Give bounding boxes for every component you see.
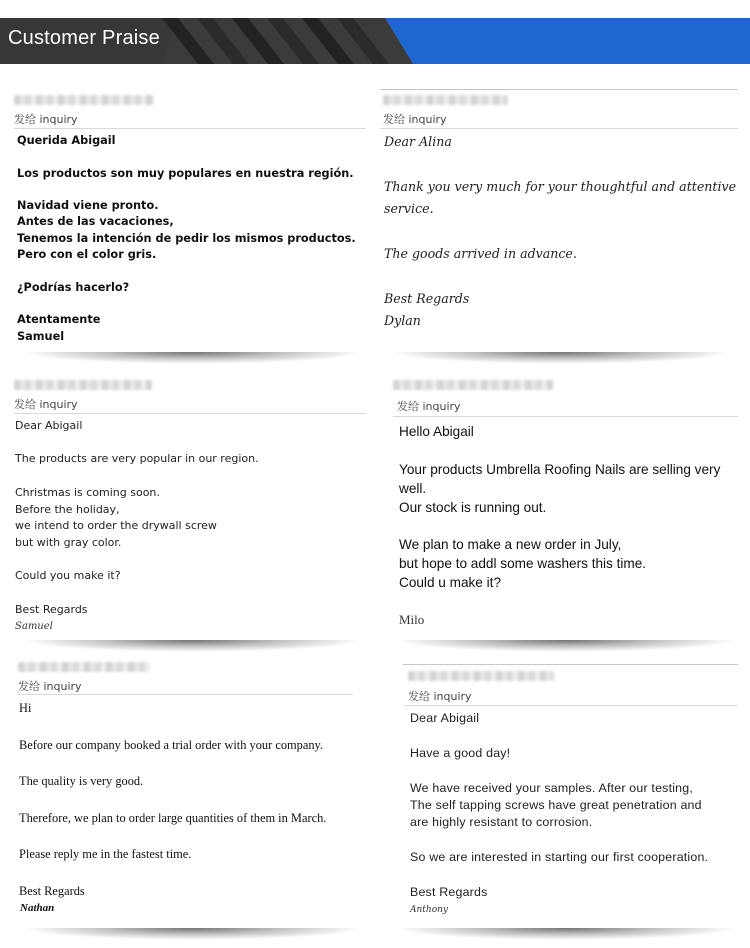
top-border: [380, 89, 738, 90]
divider: [393, 416, 738, 417]
top-border: [403, 664, 738, 665]
divider: [14, 413, 366, 414]
recipient-line: 发给 inquiry: [14, 113, 78, 126]
signature: Milo: [399, 612, 425, 627]
signature: Samuel: [15, 621, 53, 632]
blurred-sender: [14, 380, 152, 390]
header-banner: [0, 18, 750, 64]
divider: [380, 128, 738, 129]
banner-accent: [385, 18, 750, 64]
message-body: Hi Before our company booked a trial order with your company. The quality is very good. Therefore, we plan to order large quantities of them in March. Please reply me in the fastest time. Best Regards: [19, 701, 327, 898]
signature: Anthony: [410, 905, 449, 915]
divider: [18, 694, 353, 695]
blurred-sender: [393, 380, 553, 390]
card-shadow: [20, 640, 365, 652]
card-shadow: [20, 928, 365, 940]
blurred-sender: [14, 95, 154, 105]
card-shadow: [393, 640, 738, 652]
message-body: Dear Abigail The products are very popular in our region. Christmas is coming soon. Before the holiday, we intend to order the drywall screw but with gray color. Could you make it? Best Regards: [15, 419, 259, 616]
signature: Nathan: [20, 902, 55, 914]
page-title: Customer Praise: [8, 27, 160, 49]
divider: [14, 128, 366, 129]
message-body: Dear Alina Thank you very much for your thoughtful and attentive service. The goods arrived in advance. Best Regards Dylan: [384, 134, 737, 329]
card-shadow: [20, 352, 365, 364]
blurred-sender: [383, 95, 508, 105]
blurred-sender: [408, 671, 554, 681]
recipient-line: 发给 inquiry: [383, 113, 447, 126]
recipient-line: 发给 inquiry: [14, 398, 78, 411]
recipient-line: 发给 inquiry: [408, 690, 472, 703]
recipient-line: 发给 inquiry: [18, 680, 82, 693]
message-body: Querida Abigail Los productos son muy populares en nuestra región. Navidad viene pronto. Antes de las vacaciones, Tenemos la intención de pedir los mismos productos. Pero con el color gris. ¿Podrías hacerlo? Atentamente Samuel: [17, 134, 356, 343]
message-body: Hello Abigail Your products Umbrella Roofing Nails are selling very well. Our stock is running out. We plan to make a new order in July, but hope to addl some washers this time. Could u make it?: [399, 424, 721, 591]
blurred-sender: [18, 662, 150, 672]
divider: [404, 705, 738, 706]
card-shadow: [388, 352, 733, 364]
recipient-line: 发给 inquiry: [397, 400, 461, 413]
message-body: Dear Abigail Have a good day! We have received your samples. After our testing, The self tapping screws have great penetration and are highly resistant to corrosion. So we are interested in starting our first cooperation. Best Regards: [410, 711, 709, 900]
card-shadow: [393, 928, 738, 940]
